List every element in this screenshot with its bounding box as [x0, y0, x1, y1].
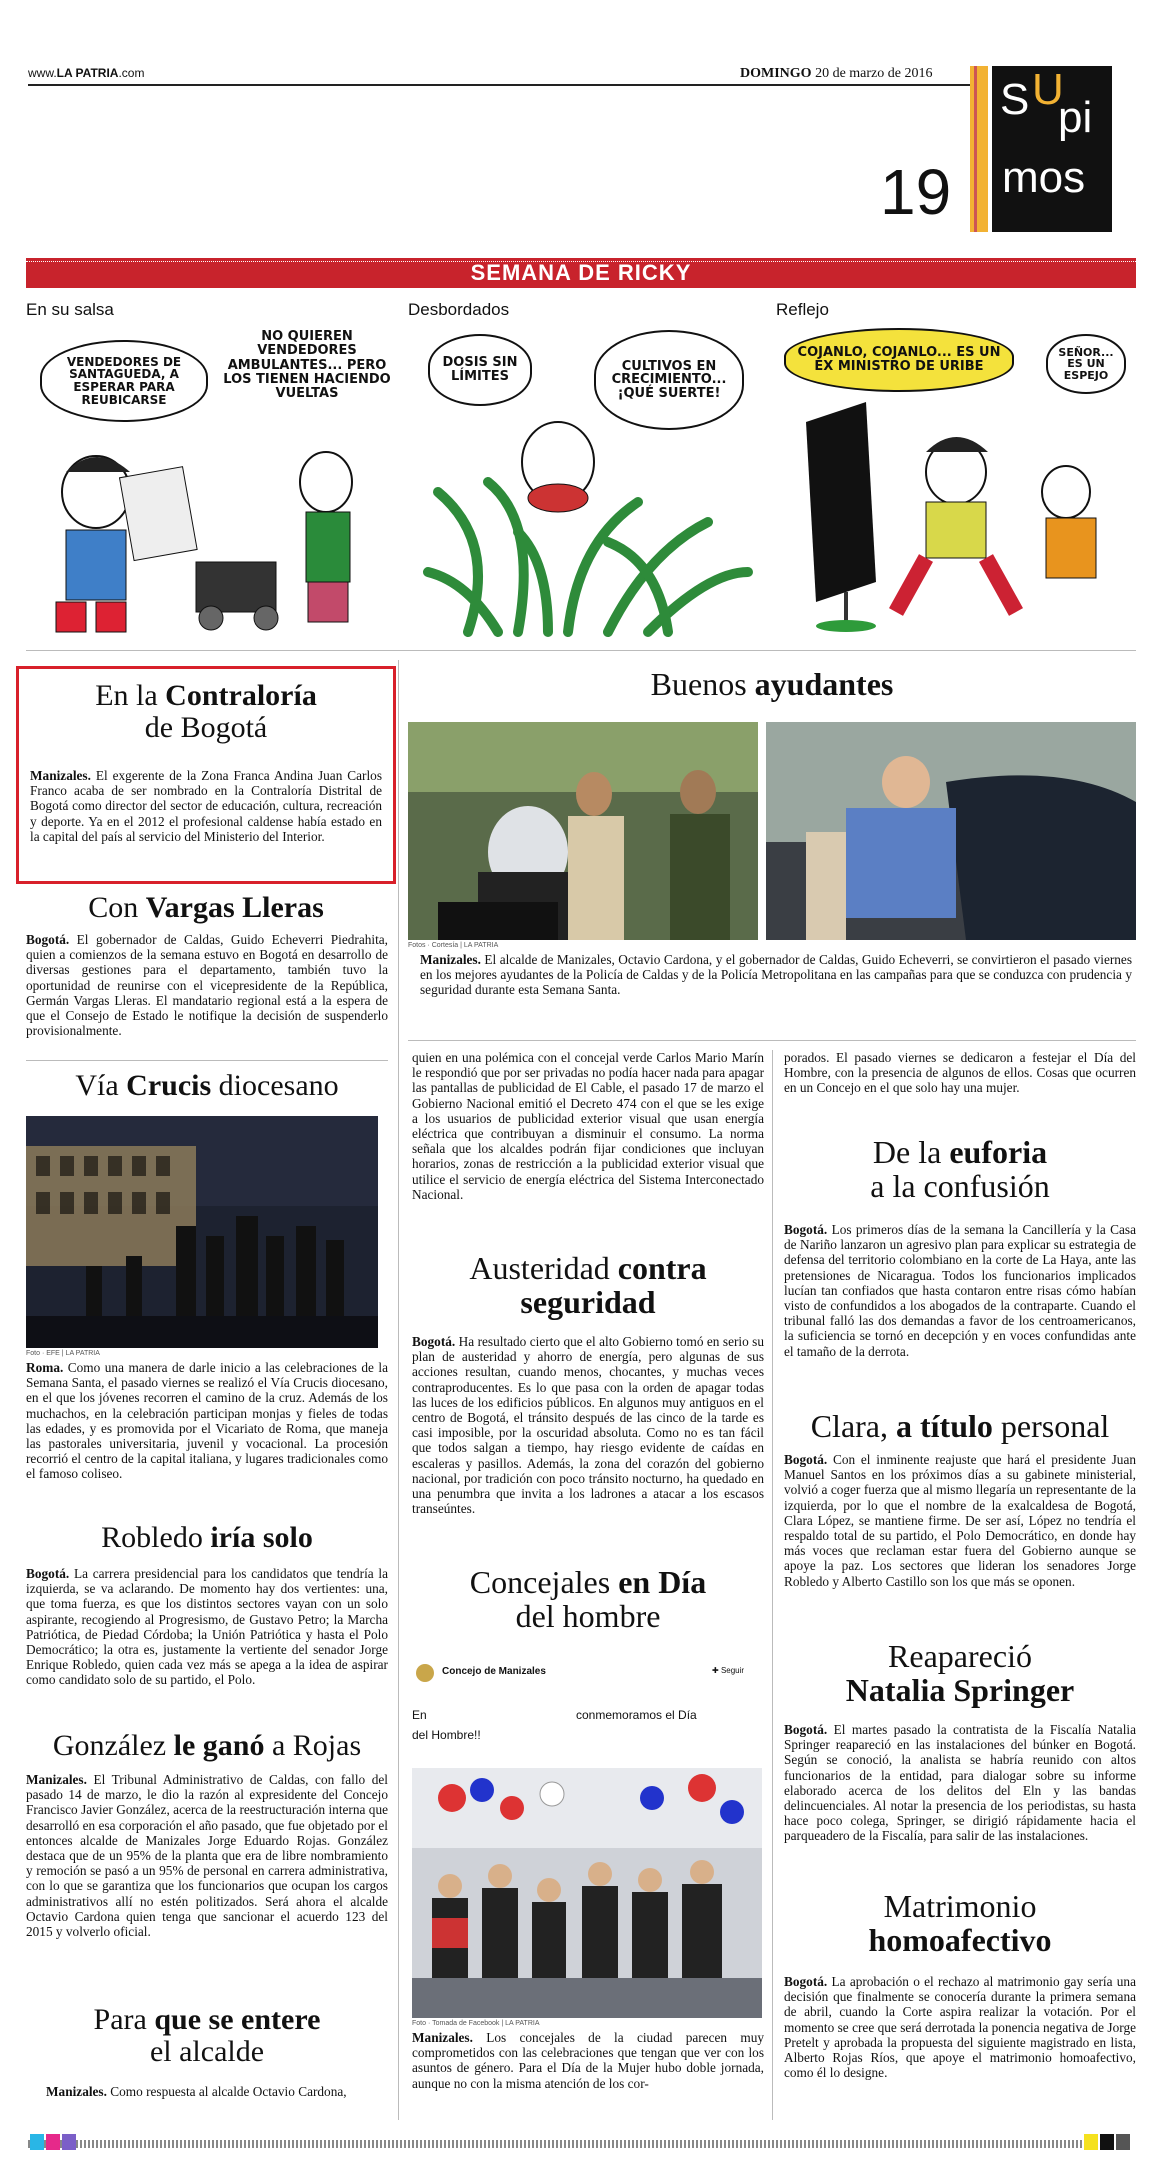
headline-matrimonio: Matrimonio homoafectivo [868, 1888, 1052, 1958]
article-entere: Manizales. Como respuesta al alcalde Octavio Cardona, [46, 2084, 347, 2099]
print-registration-strip [28, 2140, 1126, 2148]
comic-desbordados [408, 300, 756, 640]
photo-viacrucis [26, 1116, 378, 1348]
photo-ayudantes-1 [408, 722, 758, 940]
headline-gonzalez: González le ganó a Rojas [52, 1729, 362, 1762]
speech-bubble: DOSIS SIN LÍMITES [428, 334, 532, 406]
photo-credit: Foto · EFE | LA PATRIA [26, 1350, 100, 1357]
headline-contraloria: En la Contraloría de Bogotá [95, 679, 317, 744]
comic-reflejo [776, 300, 1136, 640]
headline-entere: Para que se entere el alcalde [93, 2003, 321, 2068]
comic-title: Desbordados [408, 300, 510, 319]
speech-bubble: VENDEDORES DE SANTAGUEDA, A ESPERAR PARA REUBICARSE [40, 340, 208, 422]
violet-swatch [62, 2134, 76, 2150]
header-rule [28, 84, 974, 86]
facebook-post-text: conmemoramos el Día [576, 1708, 697, 1722]
comic-drawing [776, 382, 1136, 640]
speech-bubble: CULTIVOS EN CRECIMIENTO... ¡QUÉ SUERTE! [594, 330, 744, 430]
facebook-avatar [416, 1664, 434, 1682]
yellow-swatch [1084, 2134, 1098, 2150]
article-gonzalez: Manizales. El Tribunal Administrativo de Caldas, con fallo del pasado 14 de marzo, le dio la razón al expresidente del Concejo Francisco Javier González, acerca de la reestructuración interna que desarrolló en esa corporación el año pasado, que fue objetado por el entonces alcalde de Manizales Jorge Eduardo Rojas. González destaca que de un 95% de la planta que era de libre nombramiento y remoción se pasó a un 95% de personal en carrera administrativa, con lo que se garantiza que los funcionarios que ocupan los cargos administrativos allí no estén politizados. Será ahora el alcalde Octavio Cardona quien tenga que sancionar el acuerdo 123 del 2015 y volverlo oficial. [26, 1772, 388, 1940]
facebook-post-text: En [412, 1708, 427, 1722]
photo-concejales [412, 1768, 762, 2018]
article-matrimonio: Bogotá. La aprobación o el rechazo al matrimonio gay sería una decisión que finalmente se conocería durante la primera semana de abril, cuando la Corte aspira realizar la votación. Por el momento se cree que será derrotada la ponencia negativa de Jorge Pretelt y aprobada la propuesta del siguiente magistrado en lista, Alberto Rojas Ríos, que apoye el matrimonio homoafectivo, como él lo designe. [784, 1974, 1136, 2081]
article-concejales-continued: porados. El pasado viernes se dedicaron a festejar el Día del Hombre, con la presencia de algunos de ellos. Cosas que ocurren en un Concejo en el que solo hay una mujer. [784, 1050, 1136, 1096]
site-url[interactable]: www.LA PATRIA.com [28, 66, 145, 80]
supimos-logo: S U pi mos [970, 66, 1116, 232]
article-ayudantes: Manizales. El alcalde de Manizales, Octavio Cardona, y el gobernador de Caldas, Guido Echeverri, se convirtieron el pasado viernes en los mejores ayudantes de la Policía de Caldas y de la Policía Metropolitana en las campañas para que se conduzca con prudencia y seguridad durante esta Semana Santa. [420, 952, 1132, 998]
headline-austeridad: Austeridad contra seguridad [469, 1250, 707, 1320]
comic-title: Reflejo [776, 300, 829, 319]
article-concejales: Manizales. Los concejales de la ciudad parecen muy comprometidos con las celebraciones que tengan que ver con los asuntos de género. Para el Día de la Mujer hubo doble jornada, aunque no con la misma atención de los cor- [412, 2030, 764, 2091]
gray-swatch [1116, 2134, 1130, 2150]
comic-caption: NO QUIEREN VENDEDORES AMBULANTES... PERO LOS TIENEN HACIENDO VUELTAS [223, 329, 391, 402]
speech-bubble: SEÑOR... ES UN ESPEJO [1046, 334, 1126, 394]
comic-title: En su salsa [26, 300, 114, 319]
comic-en-su-salsa [26, 300, 396, 640]
article-contraloria: Manizales. El exgerente de la Zona Franca Andina Juan Carlos Franco acaba de ser nombrado en la Contraloría Distrital de Bogotá como director del sector de educación, cultura, recreación y deporte. Ya en el 2012 el profesional caldense había estado en la capital del país al servicio del Ministerio del Interior. [30, 768, 382, 844]
black-swatch [1100, 2134, 1114, 2150]
photo-credit: Foto · Tomada de Facebook | LA PATRIA [412, 2020, 540, 2027]
article-euforia: Bogotá. Los primeros días de la semana la Cancillería y la Casa de Nariño lanzaron un agresivo plan para explicar su estrategia de defensa del territorio colombiano en la corte de La Haya, ante las pretensiones de Nicaragua. Todos los funcionarios implicados lucían tan confiados que hasta contaron entre risas cómo habían visto de confundidos a los abogados de la contraparte. Cuando el tribunal falló las dos demandas a favor de los centroamericanos, la suficiencia se tornó en decepción y en voces confundidas ante el tamaño de la derrota. [784, 1222, 1136, 1359]
facebook-post-text: del Hombre!! [412, 1728, 481, 1742]
comic-drawing [26, 422, 396, 640]
article-springer: Bogotá. El martes pasado la contratista de la Fiscalía Natalia Springer reapareció en las instalaciones del búnker en Bogotá. Según se conoció, la analista se habría reunido con altos funcionarios de la entidad, para dialogar sobre su informe elaborado acerca de los delitos del Eln y las bandas delincuenciales. Al notar la presencia de los periodistas, su hasta hace poco colega, Springer, se dirigió rápidamente hacia el parqueadero de la Fiscalía, para salir de las instalaciones. [784, 1722, 1136, 1844]
magenta-swatch [46, 2134, 60, 2150]
page-number: 19 [880, 156, 952, 228]
comic-drawing [408, 402, 756, 640]
headline-ayudantes: Buenos ayudantes [650, 666, 894, 702]
headline-vargas: Con Vargas Lleras [88, 891, 324, 924]
headline-concejales: Concejales en Día del hombre [469, 1564, 707, 1634]
article-clara: Bogotá. Con el inminente reajuste que hará el presidente Juan Manuel Santos en los próximos días a su gabinete ministerial, volvió a coger fuerza que al mismo llegaría un representante de la izquierda, por lo que el nombre de la exalcaldesa de Bogotá, Clara López, se mantiene firme. De ser así, López no tendría el respaldo total de su partido, el Polo Democrático, en donde hay más voces que reclaman estar fuera del Gobierno aunque se apoye la paz. Los sectores que lideran los senadores Jorge Robledo y Alberto Castillo son los que más se oponen. [784, 1452, 1136, 1589]
article-vargas: Bogotá. El gobernador de Caldas, Guido Echeverri Piedrahita, quien a comienzos de la semana estuvo en Bogotá en desarrollo de diversas gestiones para el departamento, también tuvo la oportunidad de reunirse con el vicepresidente de la República, Germán Vargas Lleras. El mandatario regional está a la espera de que el Consejo de Estado le notifique la decisión de suspenderlo provisionalmente. [26, 932, 388, 1039]
photo-credit: Fotos · Cortesía | LA PATRIA [408, 942, 499, 949]
article-austeridad: Bogotá. Ha resultado cierto que el alto Gobierno tomó en serio su plan de austeridad y ahorro de energía, pero algunas de sus acciones resultan, cuando menos, chocantes, y muchas veces contraproducentes. Es lo que pasa con la orden de apagar todas las luces de los edificios públicos. En algunos muy antiguos en el centro de Bogotá, el tránsito después de las cinco de la tarde es casi imposible, por la oscuridad absoluta. Como no es tan fácil que todos salgan a tiempo, hay riesgo evidente de caídas en escaleras y pasillos. Además, la zona del corazón del gobierno nacional, por tradición con poco tránsito nocturno, ha quedado en una penumbra que invita a los ladrones a atacar a los escasos transeúntes. [412, 1334, 764, 1517]
headline-viacrucis: Vía Crucis diocesano [75, 1069, 339, 1102]
section-banner: SEMANA DE RICKY [26, 258, 1136, 288]
facebook-follow-button[interactable]: ✚ Seguir [712, 1666, 745, 1675]
article-viacrucis: Roma. Como una manera de darle inicio a las celebraciones de la Semana Santa, el pasado viernes se realizó el Vía Crucis diocesano, en el que los jóvenes recorren el camino de la cruz. Además de los muchachos, en la celebración participan monjas y fieles de todas las edades, y es promovida por el Vicariato de Roma, que maneja las pastorales universitaria, juvenil y vocacional. La procesión recorrió el centro de la capital italiana, y lugares tradicionales como el famoso coliseo. [26, 1360, 388, 1482]
photo-ayudantes-2 [766, 722, 1136, 940]
speech-bubble: COJANLO, COJANLO... ES UN EX MINISTRO DE URIBE [784, 328, 1014, 392]
headline-robledo: Robledo iría solo [101, 1521, 313, 1554]
article-robledo: Bogotá. La carrera presidencial para los candidatos que tendría la izquierda, se va aclarando. De momento hay dos vertientes: una, que toma fuerza, es que los distintos sectores vayan con un solo aspirante, recogiendo al Progresismo, de Gustavo Petro; la Marcha Patriótica, de Piedad Córdoba; la Unión Patriótica y hasta el Polo Democrático; la otra es, justamente la vertiente del senador Jorge Enrique Robledo, quien cada vez más se apega a la idea de aspirar como candidato solo de su partido, el Polo. [26, 1566, 388, 1688]
issue-date: DOMINGO 20 de marzo de 2016 [740, 66, 933, 81]
headline-clara: Clara, a título personal [810, 1408, 1110, 1444]
facebook-post [412, 1660, 764, 1760]
headline-springer: Reapareció Natalia Springer [845, 1638, 1075, 1708]
facebook-page-name[interactable]: Concejo de Manizales [442, 1666, 546, 1677]
cyan-swatch [30, 2134, 44, 2150]
article-entere-continued: quien en una polémica con el concejal verde Carlos Mario Marín le respondió que por ser privadas no podía hacer nada para apagar las pantallas de publicidad de El Cable, el pasado 17 de marzo el Gobierno Nacional emitió el Decreto 474 con el que se les exige a los usuarios de publicidad exterior visual que usan energía eléctrica que contribuyan a disminuir el consumo. La norma señala que los alcaldes podrán fijar condiciones que incluyan horarios, zonas de restricción a la publicidad exterior visual que utilice el servicio de energía eléctrica del Sistema Interconectado Nacional. [412, 1050, 764, 1202]
headline-euforia: De la euforia a la confusión [870, 1134, 1050, 1204]
